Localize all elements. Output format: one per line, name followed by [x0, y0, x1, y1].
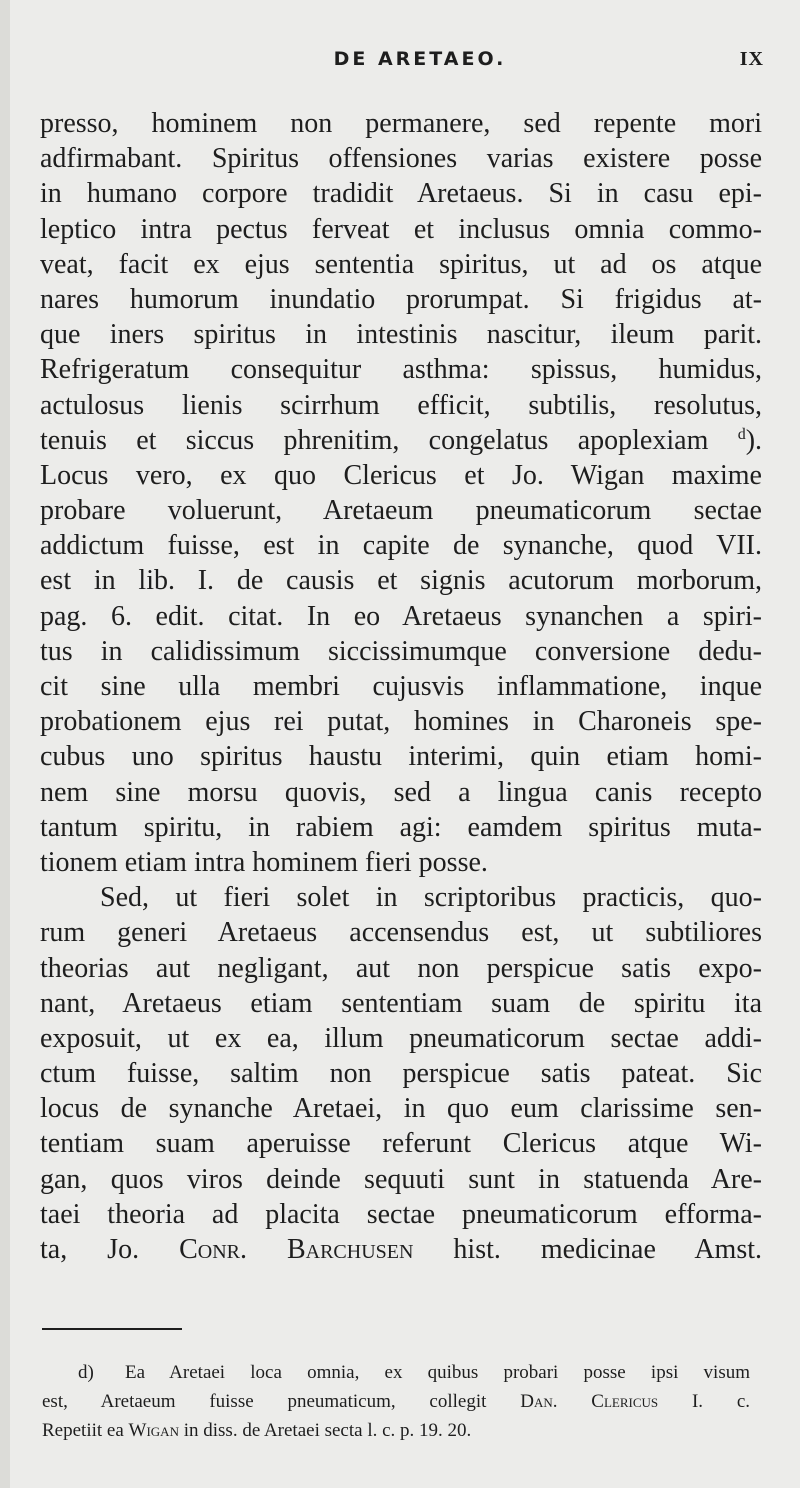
text-line: tus in calidissimum siccissimumque conversione dedu- — [40, 635, 762, 667]
text-line: gan, quos viros deinde sequuti sunt in statuenda Are- — [40, 1163, 762, 1195]
text-line: theorias aut negligant, aut non perspicue satis expo- — [40, 952, 762, 984]
text-line: Refrigeratum consequitur asthma: spissus, humidus, — [40, 354, 762, 386]
text-line: leptico intra pectus ferveat et inclusus omnia commo- — [40, 213, 762, 245]
text-line: tionem etiam intra hominem fieri posse. — [40, 846, 488, 878]
text-line: veat, facit ex ejus sententia spiritus, ut ad os atque — [40, 248, 762, 280]
running-title: DE ARETAEO. — [333, 48, 507, 70]
text-segment: est, Aretaeum fuisse pneumaticum, collegit — [42, 1391, 487, 1412]
footnote — [42, 1358, 750, 1445]
text-line: nares humorum inundatio prorumpat. Si frigidus at- — [40, 283, 762, 315]
author-name: Conr. Barchusen — [179, 1234, 414, 1265]
text-line: Sed, ut fieri solet in scriptoribus practicis, quo- — [100, 882, 762, 914]
footnote-divider — [42, 1328, 182, 1330]
text-line: que iners spiritus in intestinis nascitur, ileum parit. — [40, 319, 762, 351]
text-line: taei theoria ad placita sectae pneumaticorum efforma- — [40, 1198, 762, 1230]
text-line: probare voluerunt, Aretaeum pneumaticorum sectae — [40, 495, 762, 527]
text-line: actulosus lienis scirrhum efficit, subtilis, resolutus, — [40, 389, 762, 421]
footnote-line — [42, 1416, 750, 1445]
page-header — [46, 48, 764, 78]
text-line: rum generi Aretaeus accensendus est, ut subtiliores — [40, 917, 762, 949]
text-line: ctum fuisse, saltim non perspicue satis pateat. Sic — [40, 1058, 762, 1090]
text-line: adfirmabant. Spiritus offensiones varias existere posse — [40, 143, 762, 175]
text-line: exposuit, ut ex ea, illum pneumaticorum sectae addi- — [40, 1022, 762, 1054]
author-name: Wigan — [128, 1420, 179, 1441]
text-line — [40, 423, 762, 458]
text-segment: tenuis et siccus phrenitim, congelatus apoplexiam — [40, 424, 709, 456]
text-line: locus de synanche Aretaei, in quo eum clarissime sen- — [40, 1093, 762, 1125]
text-line: Locus vero, ex quo Clericus et Jo. Wigan maxime — [40, 459, 762, 491]
text-line: tentiam suam aperuisse referunt Clericus atque Wi- — [40, 1128, 762, 1160]
text-line: presso, hominem non permanere, sed repente mori — [40, 108, 762, 139]
text-segment: in diss. de Aretaei secta l. c. p. 19. 20. — [183, 1420, 472, 1441]
text-line: nant, Aretaeus etiam sententiam suam de spiritu ita — [40, 987, 762, 1019]
text-segment: I. c. — [691, 1391, 751, 1412]
text-segment: ). — [745, 424, 763, 456]
text-line — [40, 1232, 762, 1267]
main-text — [40, 106, 762, 1267]
author-name: Dan. Clericus — [520, 1391, 659, 1412]
text-line: probationem ejus rei putat, homines in Charoneis spe- — [40, 706, 762, 738]
text-segment: ta, Jo. — [40, 1234, 140, 1265]
footnote-line — [42, 1387, 750, 1416]
text-segment: Repetiit ea — [42, 1420, 124, 1441]
text-line: addictum fuisse, est in capite de synanche, quod VII. — [40, 530, 762, 562]
text-segment: hist. medicinae Amst. — [453, 1234, 763, 1265]
text-line: est in lib. I. de causis et signis acutorum morborum, — [40, 565, 762, 597]
text-segment: Ea Aretaei loca omnia, ex quibus probari posse ipsi visum — [125, 1362, 750, 1383]
text-line: nem sine morsu quovis, sed a lingua canis recepto — [40, 776, 762, 808]
footnote-line — [42, 1358, 750, 1387]
text-line: cit sine ulla membri cujusvis inflammatione, inque — [40, 671, 762, 702]
text-line: cubus uno spiritus haustu interimi, quin etiam homi- — [40, 741, 762, 773]
text-line: in humano corpore tradidit Aretaeus. Si in casu epi- — [40, 178, 762, 210]
footnote-reference[interactable]: d — [737, 425, 746, 443]
text-line: pag. 6. edit. citat. In eo Aretaeus synanchen a spiri- — [40, 600, 762, 632]
text-line: tantum spiritu, in rabiem agi: eamdem spiritus muta- — [40, 811, 762, 843]
footnote-marker: d) — [78, 1362, 94, 1383]
page-number: IX — [739, 48, 764, 70]
